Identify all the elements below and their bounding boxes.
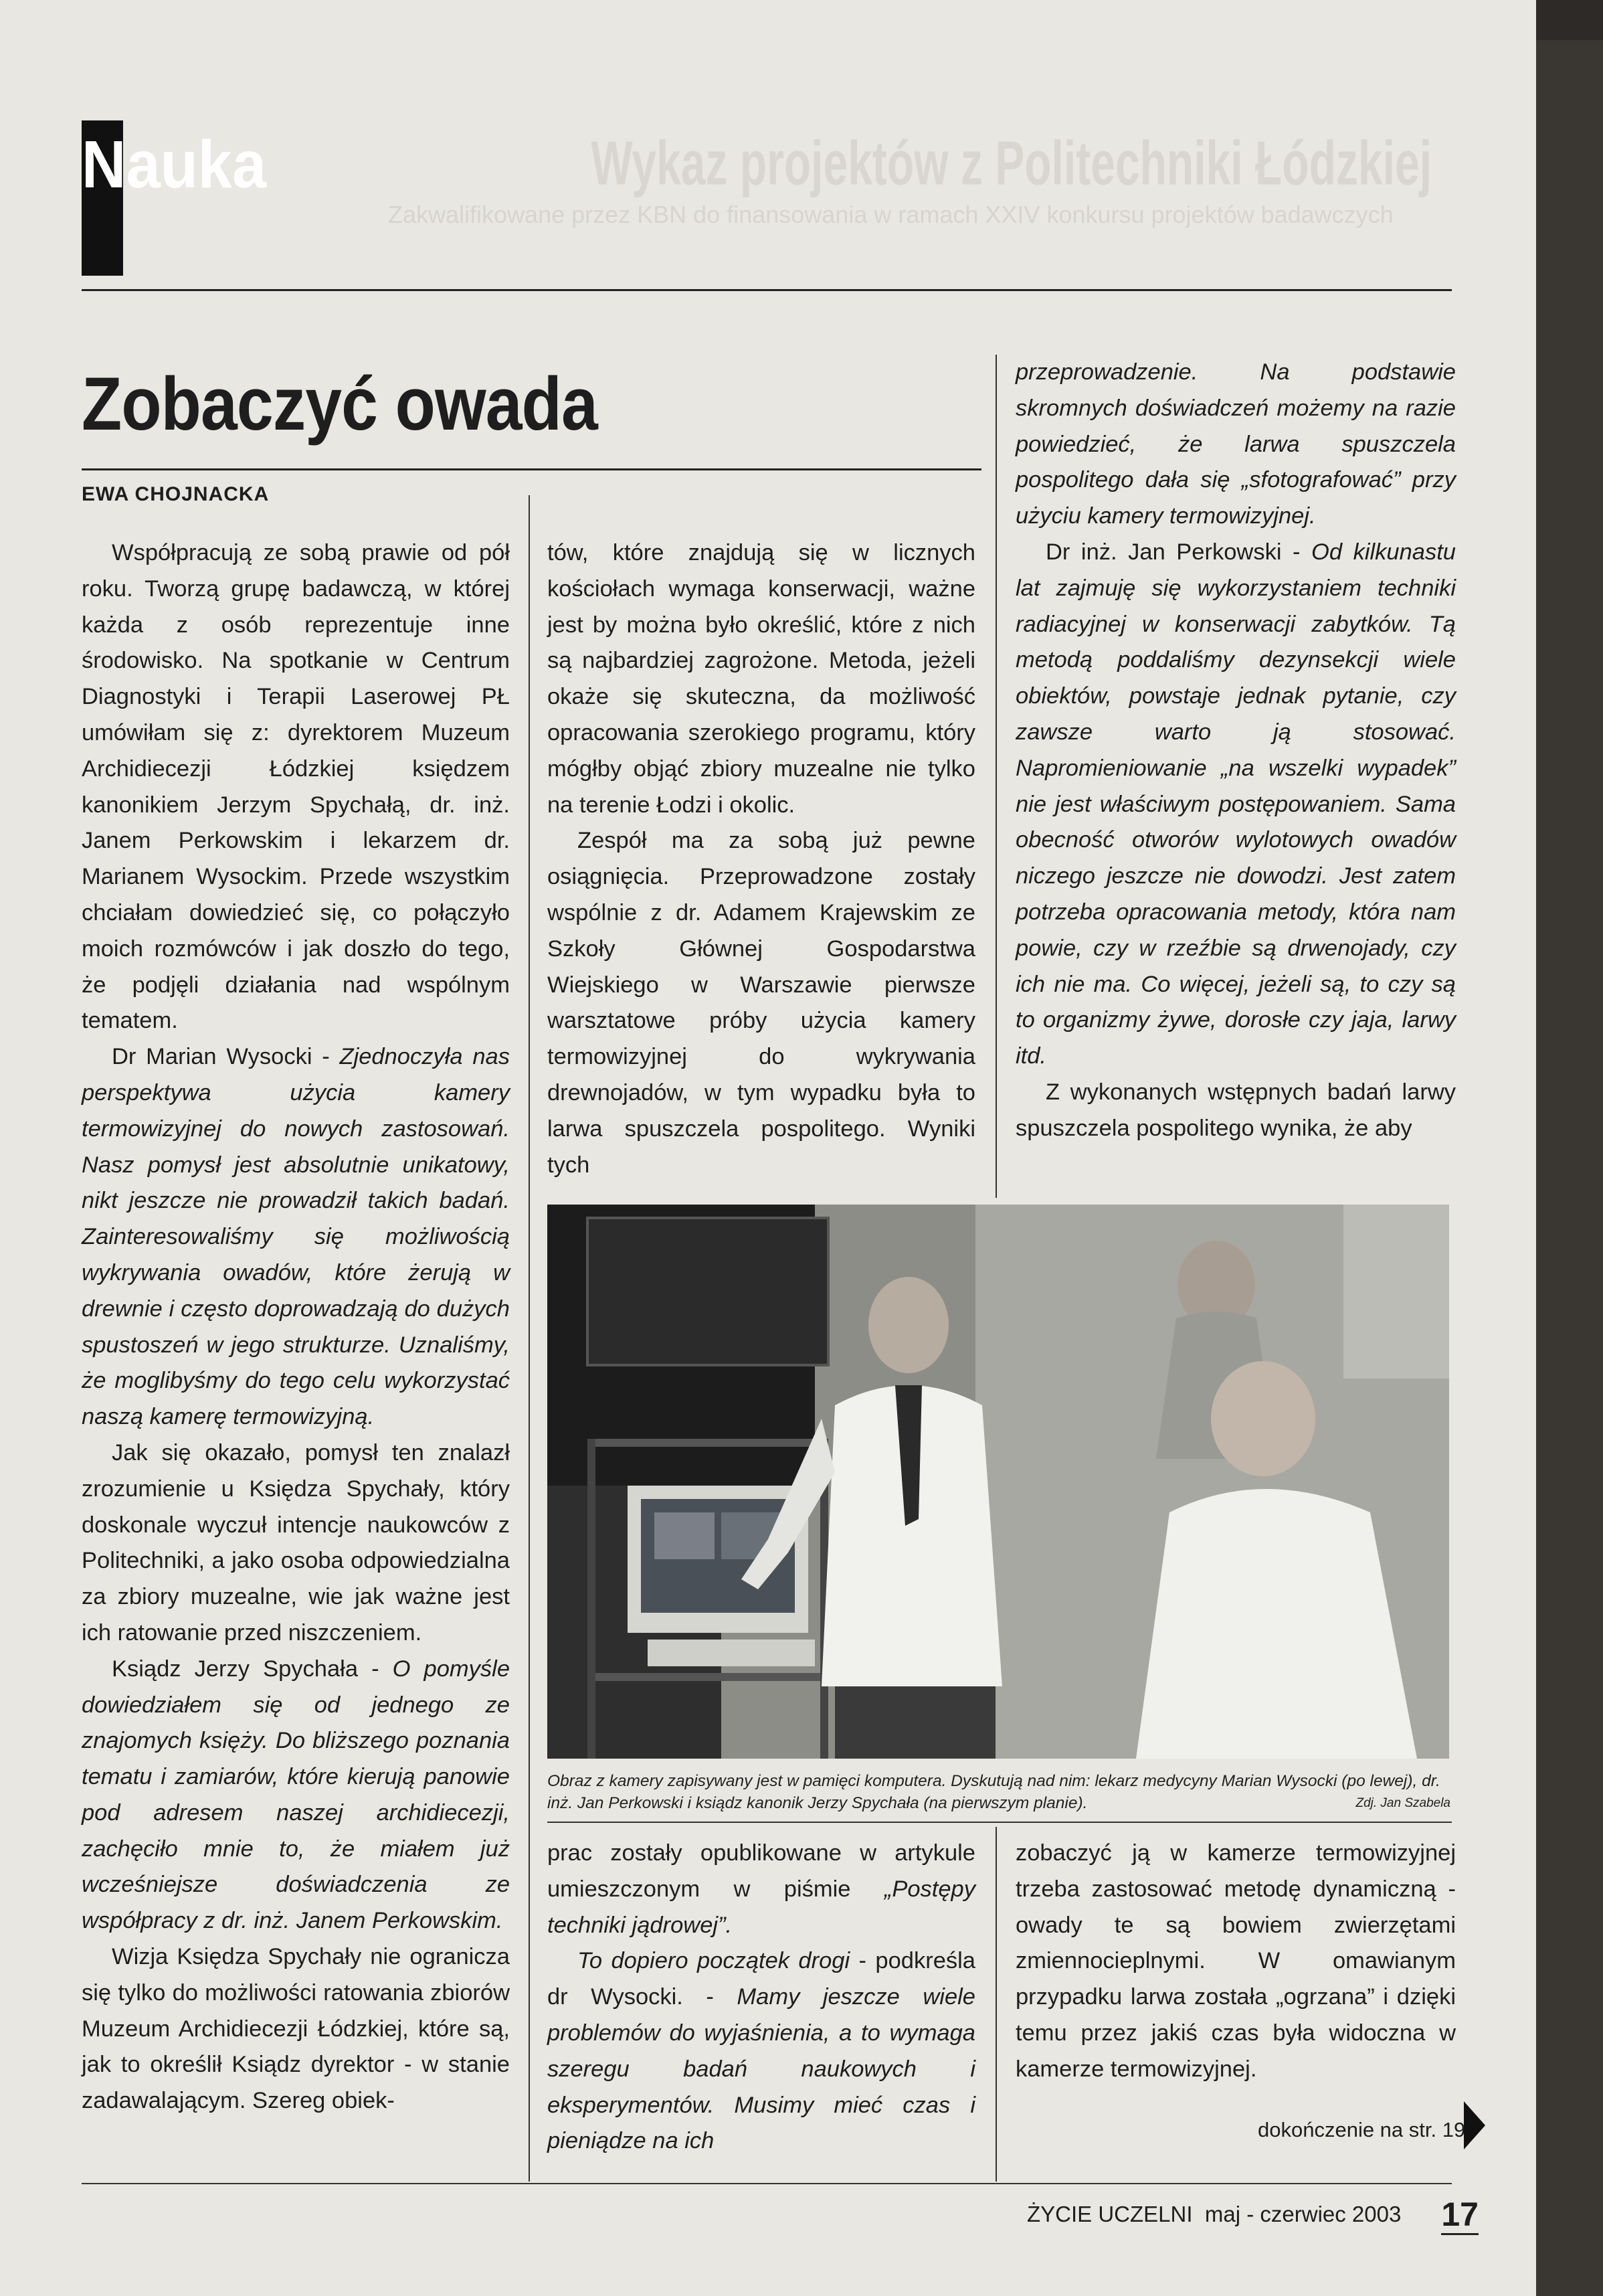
paragraph: [1016, 355, 1456, 535]
column-separator: [529, 495, 530, 2182]
top-rule: [82, 289, 1452, 291]
speaker-name: Dr Marian Wysocki -: [112, 1044, 340, 1070]
issue-date: maj - czerwiec 2003: [1204, 2202, 1402, 2226]
column-2: [547, 535, 975, 1183]
column-3: [1016, 355, 1456, 1147]
paragraph: Współpracują ze sobą prawie od pół roku. Tworzą grupę badawczą, w której każda z osób reprezentuje inne środowisko. Na spotkanie w Centrum Diagnostyki i Terapii Laserowej PŁ umówiłam się z: dyrektorem Muzeum Archidiecezji Łódzkiej księdzem kanonikiem Jerzym Spychałą, dr. inż. Janem Perkowskim i lekarzem dr. Marianem Wysockim. Przede wszystkim chciałam dowiedzieć się, co połączyło moich rozmówców i jak doszło do tego, że podjęli działania nad wspólnym tematem.: [82, 540, 510, 1034]
paragraph: Zespół ma za sobą już pewne osiągnięcia. Przeprowadzone zostały wspólnie z dr. Adamem Krajewskim ze Szkoły Głównej Gospodarstwa Wiejskiego w Warszawie pierwsze warsztatowe próby użycia kamery termowizyjnej do wykrywania drewnojadów, w tym wypadku była to larwa spuszczela pospolitego. Wyniki tych: [547, 828, 975, 1178]
paragraph: Z wykonanych wstępnych badań larwy spuszczela pospolitego wynika, że aby: [1016, 1079, 1456, 1141]
byline: EWA CHOJNACKA: [82, 483, 270, 505]
caption-rule: [547, 1822, 1452, 1823]
column-separator: [996, 355, 997, 1198]
paragraph: tów, które znajdują się w licznych kościołach wymaga konserwacji, ważne jest by można było określić, które z nich są najbardziej zagrożone. Metoda, jeżeli okaże się skuteczna, da możliwość opracowania szerokiego programu, który mógłby objąć zbiory muzealne nie tylko na terenie Łodzi i okolic.: [547, 540, 975, 818]
paragraph: zobaczyć ją w kamerze termowizyjnej trzeba zastosować metodę dynamiczną - owady te są bowiem zwierzętami zmiennocieplnymi. W omawianym przypadku larwa została „ogrzana” i dzięki temu przez jakiś czas była widoczna w kamerze termowizyjnej.: [1016, 1840, 1456, 2082]
headline-rule: [82, 468, 981, 470]
quote: przeprowadzenie. Na podstawie skromnych doświadczeń możemy na razie powiedzieć, że larwa spuszczela pospolitego dała się „sfotografować” przy użyciu kamery termowizyjnej.: [1016, 359, 1456, 529]
quote: To dopiero początek drogi: [577, 1948, 850, 1974]
column-separator: [996, 1827, 997, 2182]
speaker-name: Ksiądz Jerzy Spychała -: [112, 1656, 393, 1682]
column-5: [1016, 1836, 1456, 2088]
photo-credit: Zdj. Jan Szabela: [1355, 1796, 1450, 1810]
column-4: [547, 1836, 975, 2159]
column-1: [82, 535, 510, 2119]
paragraph: [82, 1039, 510, 1435]
paragraph: Wizja Księdza Spychały nie ogranicza się tylko do możliwości ratowania zbiorów Muzeum Archidiecezji Łódzkiej, które są, jak to określił Ksiądz dyrektor - w stanie zadawalającym. Szereg obiek-: [82, 1944, 510, 2114]
quote: Mamy jeszcze wiele problemów do wyjaśnienia, a to wymaga szeregu badań naukowych i eksperymentów. Musimy mieć czas i pieniądze na ich: [547, 1984, 975, 2154]
text-run: prac zostały opublikowane w artykule umieszczonym w piśmie: [547, 1840, 975, 1902]
quote: Zjednoczyła nas perspektywa użycia kamery termowizyjnej do nowych zastosowań. Nasz pomysł jest absolutnie unikatowy, nikt jeszcze nie prowadził takich badań. Zainteresowaliśmy się możliwością wykrywania owadów, które żerują w drewnie i często doprowadzają do dużych spustoszeń w jego strukturze. Uznaliśmy, że moglibyśmy do tego celu wykorzystać naszą kamerę termowizyjną.: [82, 1044, 510, 1430]
page-number: 17: [1441, 2196, 1479, 2235]
quote: O pomyśle dowiedziałem się od jednego ze znajomych księży. Do bliższego poznania tematu i zamiarów, które kierują panowie pod adresem naszej archidiecezji, zachęciło mnie to, że miałem już wcześniejsze doświadczenia ze współpracy z dr. inż. Janem Perkowskim.: [82, 1656, 510, 1934]
continuation-note: dokończenie na str. 19: [1258, 2118, 1466, 2141]
section-title-text: Nauka: [82, 127, 267, 202]
photo-caption: [547, 1770, 1450, 1814]
paragraph: [82, 1652, 510, 1939]
caption-text: Obraz z kamery zapisywany jest w pamięci komputera. Dyskutują nad nim: lekarz medycyny Marian Wysocki (po lewej), dr. inż. Jan Perkowski i ksiądz kanonik Jerzy Spychała (na pierwszym planie).: [547, 1772, 1440, 1812]
section-title: [82, 127, 267, 265]
speaker-name: Dr inż. Jan Perkowski -: [1046, 539, 1312, 565]
paragraph: [547, 1836, 975, 1943]
bleedthrough-line: Zakwalifikowane przez KBN do finansowania w ramach XXIV konkursu projektów badawczych: [388, 201, 1394, 228]
quote: Od kilkunastu lat zajmuję się wykorzystaniem techniki radiacyjnej w konserwacji zabytków. Tą metodą poddaliśmy dezynsekcji wiele obiektów, powstaje jednak pytanie, czy zawsze warto ją stosować. Napromieniowanie „na wszelki wypadek” nie jest właściwym postępowaniem. Sama obecność otworów wylotowych owadów niczego jeszcze nie dowodzi. Jest zatem potrzeba opracowania metody, która nam powie, czy w rzeźbie są drwenojady, czy ich nie ma. Co więcej, jeżeli są, to czy są to organizmy żywe, dorosłe czy jaja, larwy itd.: [1016, 539, 1456, 1069]
photo-illustration: [547, 1205, 1449, 1759]
bleedthrough-headline: Wykaz projektów z Politechniki Łódzkiej: [591, 128, 1432, 197]
paragraph: [1016, 535, 1456, 1075]
page-footer: [1027, 2195, 1479, 2234]
footer-rule: [82, 2183, 1452, 2184]
text-run: - podkreśla dr Wysocki. -: [547, 1948, 975, 2010]
continuation-arrow-icon: [1464, 2101, 1485, 2149]
publication-name: ŻYCIE UCZELNI: [1027, 2202, 1193, 2226]
article-photo: [547, 1205, 1449, 1759]
article-headline: Zobaczyć owada: [82, 362, 597, 446]
paragraph: Jak się okazało, pomysł ten znalazł zrozumienie u Księdza Spychały, który doskonale wyczuł intencje naukowców z Politechniki, a jako osoba odpowiedzialna za zbiory muzealne, wie jak ważne jest ich ratowanie przed niszczeniem.: [82, 1439, 510, 1646]
journal-title: „Postępy techniki jądrowej”.: [547, 1876, 975, 1938]
magazine-spine: [1536, 40, 1603, 2296]
paragraph: [547, 1943, 975, 2159]
